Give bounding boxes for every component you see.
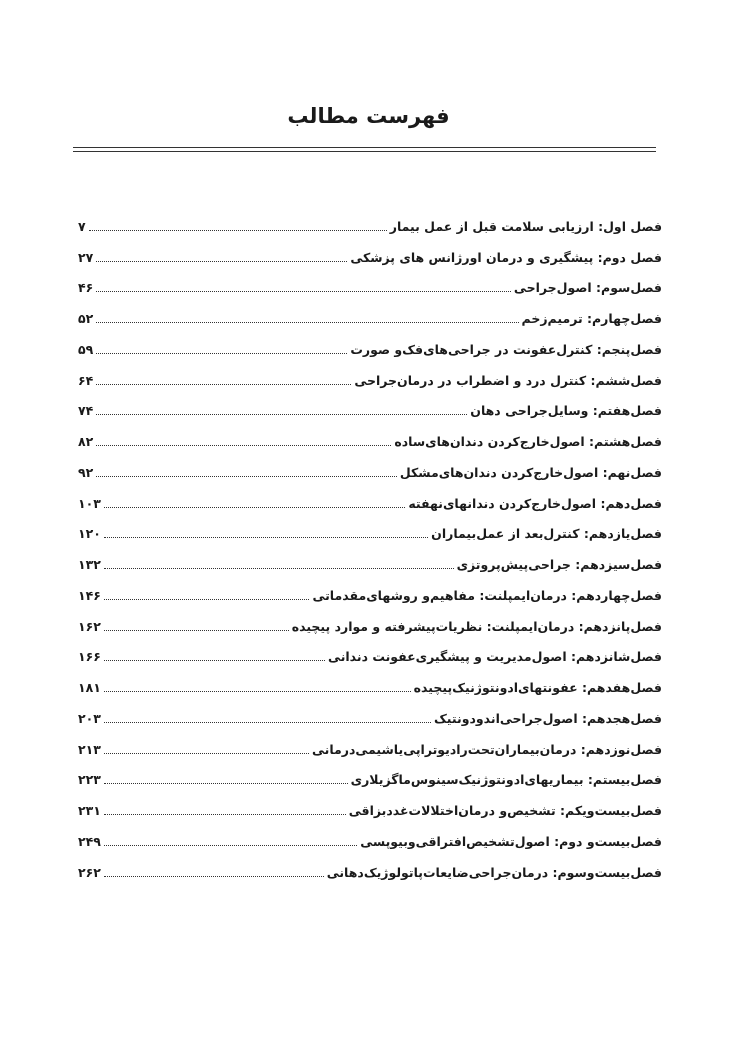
toc-entry: [78, 548, 662, 579]
toc-dot-leader: [96, 291, 511, 292]
toc-entry: [78, 579, 662, 610]
toc-entry: [78, 764, 662, 795]
toc-dot-leader: [104, 507, 405, 508]
title-divider-bottom: [73, 151, 656, 152]
toc-entry: [78, 856, 662, 887]
toc-entry: [78, 733, 662, 764]
toc-entry-page: ۲۴۹: [78, 833, 101, 849]
toc-entry-page: ۱۶۲: [78, 618, 101, 634]
toc-dot-leader: [104, 599, 310, 600]
toc-entry-title: فصل‌چهارم: ترمیم‌زخم: [521, 311, 662, 326]
toc-entry-title: فصل‌بیست‌و دوم: اصول‌تشخیص‌افتراقی‌و‌بیوپسی: [360, 833, 662, 849]
toc-entry-title: فصل‌پنجم: کنترل‌عفونت در جراحی‌های‌فک‌و صورت: [350, 341, 662, 357]
toc-dot-leader: [89, 230, 387, 231]
toc-entry-title: فصل‌هجدهم: اصول‌جراحی‌اندودونتیک: [434, 710, 662, 726]
toc-entry-title: فصل‌بیستم: بیماریهای‌ادونتوژنیک‌سینوس‌ماگزیلاری: [350, 772, 662, 788]
toc-entry-title: فصل‌هفتم: وسایل‌جراحی دهان: [470, 403, 662, 419]
toc-entry-title: فصل‌سوم: اصول‌جراحی: [513, 280, 662, 296]
toc-entry: [78, 671, 662, 702]
toc-entry-title: فصل‌سیزدهم: جراحی‌پیش‌پروتزی: [456, 557, 662, 572]
toc-entry-page: ۱۰۳: [78, 495, 101, 511]
toc-entry: [78, 641, 662, 672]
toc-entry: [78, 395, 662, 426]
toc-entry: [78, 456, 662, 487]
toc-dot-leader: [96, 353, 347, 354]
toc-entry-title: فصل اول: ارزیابی سلامت قبل از عمل بیمار: [389, 218, 662, 234]
toc-entry-title: فصل دوم: پیشگیری و درمان اورژانس های پزشکی: [350, 249, 662, 265]
toc-entry-page: ۲۳۱: [78, 803, 101, 818]
toc-dot-leader: [104, 660, 325, 661]
toc-dot-leader: [104, 753, 309, 754]
toc-entry: [78, 241, 662, 272]
toc-dot-leader: [104, 845, 357, 846]
toc-entry-page: ۵۲: [78, 311, 94, 326]
toc-entry-page: ۲۶۲: [78, 864, 101, 880]
toc-entry-page: ۱۴۶: [78, 587, 101, 603]
toc-entry-page: ۶۴: [78, 372, 94, 388]
toc-entry-title: فصل‌بیست‌و‌سوم: درمان‌جراحی‌ضایعات‌پاتولوژیک‌دهانی: [326, 864, 662, 880]
toc-entry-page: ۵۹: [78, 341, 94, 357]
toc-entry: [78, 425, 662, 456]
toc-entry: [78, 487, 662, 518]
toc-entry: [78, 610, 662, 641]
toc-entry-title: فصل‌چهاردهم: درمان‌ایمپلنت: مفاهیم‌و روشهای‌مقدماتی: [312, 587, 662, 603]
toc-entry-title: فصل‌پانزدهم: درمان‌ایمپلنت: نظریات‌پیشرفته و موارد پیچیده: [291, 618, 662, 634]
toc-entry-page: ۱۳۲: [78, 557, 101, 572]
toc-dot-leader: [96, 384, 351, 385]
table-of-contents: [78, 210, 662, 887]
toc-entry: [78, 333, 662, 364]
toc-entry-page: ۲۰۳: [78, 710, 101, 726]
toc-entry-page: ۱۲۰: [78, 526, 101, 542]
toc-entry-title: فصل‌ششم: کنترل درد و اضطراب در درمان‌جراحی: [354, 372, 662, 388]
toc-entry-title: فصل‌نوزدهم: درمان‌بیماران‌تحت‌رادیوتراپی‌یاشیمی‌درمانی: [312, 741, 662, 757]
toc-entry: [78, 364, 662, 395]
toc-entry-title: فصل‌نهم: اصول‌خارج‌کردن دندان‌های‌مشکل: [399, 464, 662, 480]
toc-dot-leader: [104, 876, 324, 877]
toc-entry-page: ۹۲: [78, 464, 94, 480]
toc-dot-leader: [104, 537, 428, 538]
toc-entry-page: ۴۶: [78, 280, 94, 296]
toc-dot-leader: [96, 476, 397, 477]
toc-entry: [78, 272, 662, 303]
title-divider-top: [73, 147, 656, 148]
toc-dot-leader: [104, 691, 411, 692]
toc-entry-page: ۲۲۳: [78, 772, 101, 788]
toc-entry: [78, 702, 662, 733]
toc-entry: [78, 518, 662, 549]
toc-entry: [78, 794, 662, 825]
toc-dot-leader: [96, 414, 467, 415]
toc-entry-page: ۱۸۱: [78, 680, 101, 695]
toc-dot-leader: [104, 568, 454, 569]
toc-entry-page: ۲۷: [78, 249, 94, 265]
toc-entry-title: فصل‌هفدهم: عفونتهای‌ادونتوژنیک‌پیچیده: [413, 680, 662, 695]
toc-entry-page: ۸۲: [78, 434, 94, 449]
toc-entry: [78, 302, 662, 333]
toc-entry-title: فصل‌شانزدهم: اصول‌مدیریت و پیشگیری‌عفونت دندانی: [328, 649, 662, 665]
toc-entry-page: ۲۱۳: [78, 741, 101, 757]
toc-entry-title: فصل‌دهم: اصول‌خارج‌کردن دندانهای‌نهفته: [408, 495, 662, 511]
toc-entry: [78, 825, 662, 856]
toc-dot-leader: [96, 445, 391, 446]
toc-dot-leader: [96, 322, 518, 323]
toc-entry-title: فصل‌یازدهم: کنترل‌بعد از عمل‌بیماران: [431, 526, 662, 542]
toc-dot-leader: [104, 814, 346, 815]
toc-dot-leader: [104, 722, 431, 723]
toc-dot-leader: [104, 630, 289, 631]
toc-entry-page: ۷: [78, 218, 86, 234]
toc-entry-page: ۱۶۶: [78, 649, 101, 665]
toc-dot-leader: [96, 261, 347, 262]
page-title: فهرست مطالب: [287, 104, 450, 128]
toc-entry-title: فصل‌هشتم: اصول‌خارج‌کردن دندان‌های‌ساده: [394, 434, 662, 449]
toc-entry-title: فصل‌بیست‌و‌یکم: تشخیص‌و درمان‌اختلالات‌غدد‌بزاقی: [348, 803, 662, 818]
toc-entry: [78, 210, 662, 241]
toc-dot-leader: [104, 783, 348, 784]
toc-entry-page: ۷۴: [78, 403, 94, 419]
